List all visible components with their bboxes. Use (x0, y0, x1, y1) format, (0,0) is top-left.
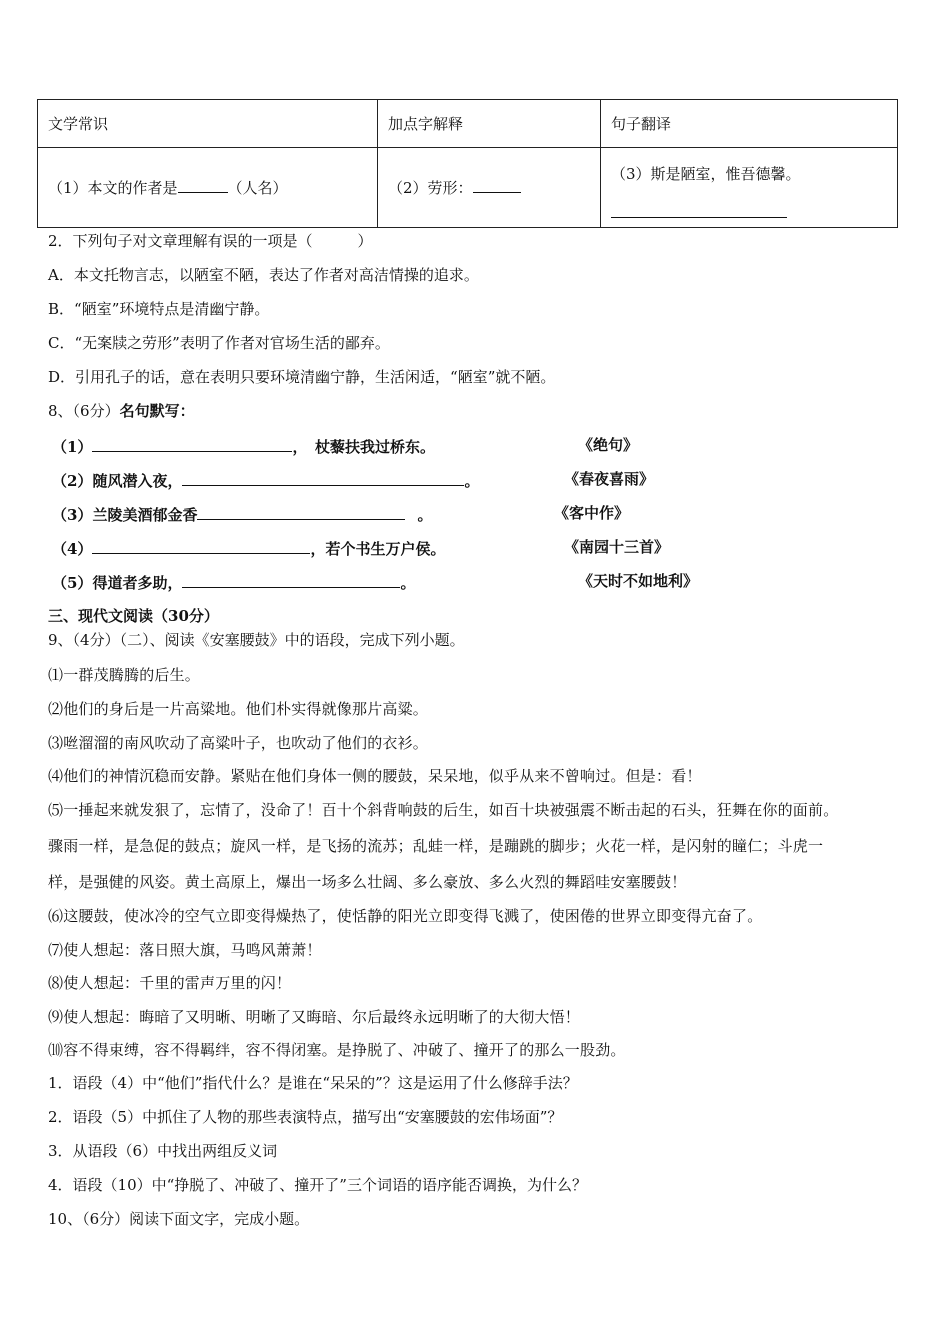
q9-paragraph-7: ⑺使人想起：落日照大旗，马鸣风萧萧！ (48, 941, 322, 959)
q8-item-3-after: 。 (417, 506, 433, 524)
section3-heading: 三、现代文阅读（30分） (48, 607, 219, 625)
q2-option-b: B．“陋室”环境特点是清幽宁静。 (48, 300, 270, 318)
q8-item-3-source: 《客中作》 (554, 504, 630, 522)
q8-item-4-source: 《南园十三首》 (564, 538, 670, 556)
q9-paragraph-2: ⑵他们的身后是一片高粱地。他们朴实得就像那片高粱。 (48, 700, 429, 718)
q9-question-4: 4．语段（10）中“挣脱了、冲破了、撞开了”三个词语的语序能否调换，为什么？ (48, 1176, 587, 1194)
laoxing-prompt: （2）劳形： (388, 179, 473, 197)
q8-item-1-after: ， 杖藜扶我过桥东。 (292, 438, 435, 456)
q8-item-3 (52, 503, 432, 525)
table-header-literature: 文学常识 (38, 100, 378, 148)
q8-title: 名句默写： (119, 402, 195, 420)
q10-stem: 10、（6分）阅读下面文字，完成小题。 (48, 1210, 310, 1228)
q8-item-3-num: （3） (52, 506, 93, 524)
q2-option-d: D．引用孔子的话，意在表明只要环境清幽宁静，生活闲适，“陋室”就不陋。 (48, 368, 556, 386)
q8-heading (48, 401, 195, 421)
q8-item-1-blank[interactable] (92, 435, 292, 452)
q8-item-5-num: （5） (52, 574, 93, 592)
q2-stem: 2．下列句子对文章理解有误的一项是（ ） (48, 232, 373, 250)
q8-item-5-after: 。 (400, 574, 416, 592)
q9-paragraph-5-line3: 样，是强健的风姿。黄土高原上，爆出一场多么壮阔、多么豪放、多么火烈的舞蹈哇安塞腰鼓！ (48, 873, 687, 891)
q8-item-2-source: 《春夜喜雨》 (564, 470, 655, 488)
q8-item-3-blank[interactable] (197, 503, 405, 520)
q8-item-2-num: （2） (52, 472, 93, 490)
q8-item-2-before: 随风潜入夜， (92, 472, 183, 490)
table-header-word-explanation: 加点字解释 (378, 100, 601, 148)
q9-paragraph-1: ⑴一群茂腾腾的后生。 (48, 666, 201, 684)
q8-item-1-source: 《绝句》 (578, 436, 639, 454)
q2-option-a: A．本文托物言志，以陋室不陋，表达了作者对高洁情操的追求。 (48, 266, 479, 284)
q8-item-5-before: 得道者多助， (92, 574, 183, 592)
table-header-translation: 句子翻译 (601, 100, 898, 148)
table-header-row (38, 100, 898, 148)
q2-option-c: C．“无案牍之劳形”表明了作者对官场生活的鄙弃。 (48, 334, 390, 352)
q8-item-5 (52, 571, 415, 593)
q9-question-2: 2．语段（5）中抓住了人物的那些表演特点，描写出“安塞腰鼓的宏伟场面”？ (48, 1108, 563, 1126)
q9-paragraph-4: ⑷他们的神情沉稳而安静。紧贴在他们身体一侧的腰鼓，呆呆地，似乎从来不曾响过。但是：看！ (48, 767, 702, 785)
q9-paragraph-3: ⑶咝溜溜的南风吹动了高粱叶子，也吹动了他们的衣衫。 (48, 734, 429, 752)
q8-item-1 (52, 435, 435, 457)
translation-blank[interactable] (611, 199, 787, 218)
q9-question-3: 3．从语段（6）中找出两组反义词 (48, 1142, 278, 1160)
q9-paragraph-10: ⑽容不得束缚，容不得羁绊，容不得闭塞。是挣脱了、冲破了、撞开了的那么一股劲。 (48, 1041, 626, 1059)
table-cell-author (38, 148, 378, 228)
q8-item-3-before: 兰陵美酒郁金香 (92, 506, 198, 524)
q8-item-4-blank[interactable] (92, 537, 310, 554)
q8-item-4-after: ，若个书生万户侯。 (310, 540, 446, 558)
answer-table (37, 99, 898, 228)
q8-item-5-source: 《天时不如地利》 (578, 572, 699, 590)
table-body-row (38, 148, 898, 228)
author-suffix: （人名） (227, 179, 288, 197)
translation-sentence: （3）斯是陋室，惟吾德馨。 (611, 165, 801, 183)
q8-item-2 (52, 469, 479, 491)
q9-intro: 9、（4分）（二）、阅读《安塞腰鼓》中的语段，完成下列小题。 (48, 631, 465, 649)
q9-paragraph-8: ⑻使人想起：千里的雷声万里的闪！ (48, 974, 292, 992)
table-cell-laoxing (378, 148, 601, 228)
q8-item-2-blank[interactable] (182, 469, 464, 486)
q8-item-5-blank[interactable] (182, 571, 400, 588)
q9-paragraph-6: ⑹这腰鼓，使冰冷的空气立即变得燥热了，使恬静的阳光立即变得飞溅了，使困倦的世界立即变得亢奋了。 (48, 907, 763, 925)
author-blank[interactable] (178, 177, 228, 193)
q8-item-4-num: （4） (52, 540, 93, 558)
table-cell-translation (601, 148, 898, 228)
q8-item-2-after: 。 (464, 472, 480, 490)
q8-prefix: 8、（6分） (48, 402, 120, 420)
q9-question-1: 1．语段（4）中“他们”指代什么？是谁在“呆呆的”？这是运用了什么修辞手法？ (48, 1074, 578, 1092)
author-prompt: （1）本文的作者是 (48, 179, 178, 197)
laoxing-blank[interactable] (473, 177, 521, 193)
q8-item-1-num: （1） (52, 438, 93, 456)
q9-paragraph-5-line2: 骤雨一样，是急促的鼓点；旋风一样，是飞扬的流苏；乱蛙一样，是蹦跳的脚步；火花一样，是闪射的瞳仁；斗虎一 (48, 837, 824, 855)
q9-paragraph-9: ⑼使人想起：晦暗了又明晰、明晰了又晦暗、尔后最终永远明晰了的大彻大悟！ (48, 1008, 581, 1026)
q9-paragraph-5-line1: ⑸一捶起来就发狠了，忘情了，没命了！百十个斜背响鼓的后生，如百十块被强震不断击起的石头，狂舞在你的面前。 (48, 801, 839, 819)
q8-item-4 (52, 537, 445, 559)
